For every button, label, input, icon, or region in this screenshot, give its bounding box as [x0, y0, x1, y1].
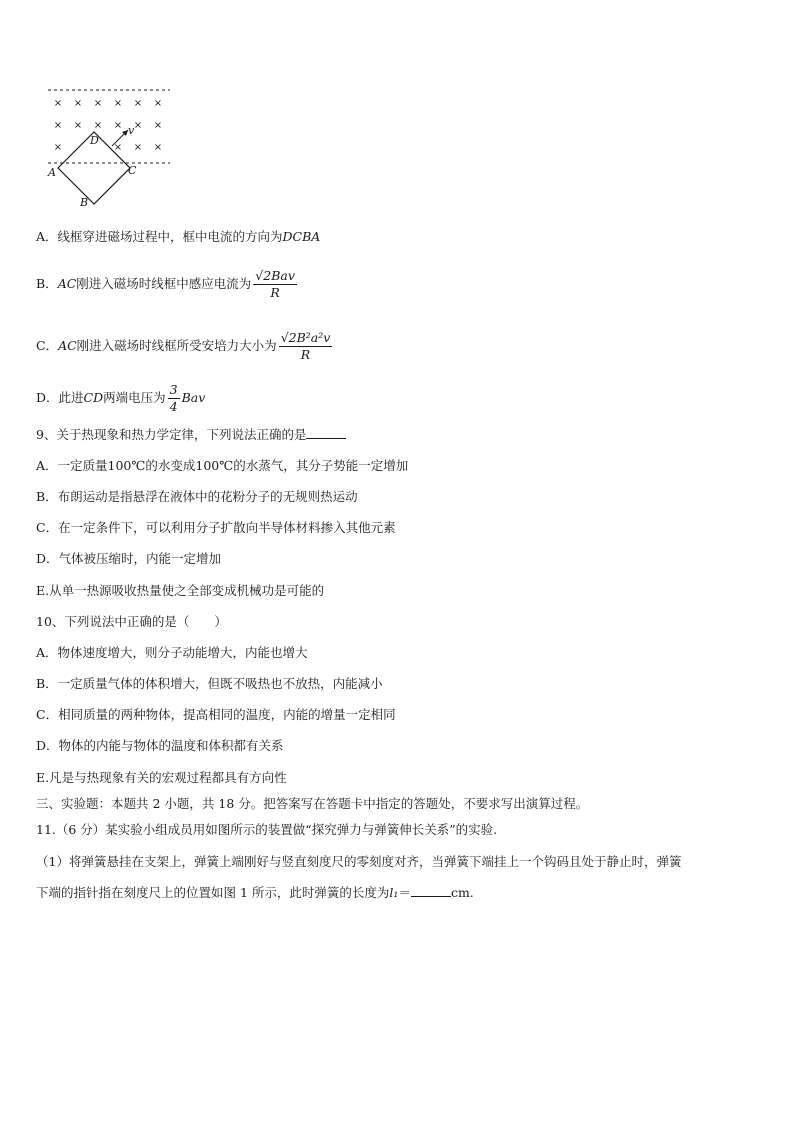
- q8-option-c-den: R: [300, 347, 311, 362]
- q11-part1-line2: [36, 884, 474, 902]
- q9-option: A．一定质量100℃的水变成100℃的水蒸气，其分子势能一定增加: [36, 458, 409, 473]
- q8-option-d-prefix: D．此进: [36, 390, 84, 405]
- field-cross: ×: [53, 98, 63, 109]
- label-C: C: [128, 164, 137, 177]
- label-A: A: [48, 166, 56, 179]
- q11-answer-blank[interactable]: [411, 896, 451, 897]
- q8-option-d-text: 两端电压为: [103, 390, 166, 405]
- label-D: D: [90, 134, 99, 147]
- field-cross: ×: [113, 142, 123, 153]
- magnetic-field-figure: [44, 84, 174, 212]
- q9-option: E.从单一热源吸收热量使之全部变成机械功是可能的: [36, 583, 325, 598]
- q8-option-a: [36, 228, 320, 246]
- field-cross: ×: [93, 120, 103, 131]
- q8-option-d-fraction: [168, 382, 180, 415]
- q11-variable: l₁: [389, 885, 399, 900]
- q8-option-d: [36, 382, 205, 415]
- q10-option: A．物体速度增大，则分子动能增大，内能也增大: [36, 645, 308, 660]
- q8-option-c-text: 刚进入磁场时线框所受安培力大小为: [76, 338, 277, 353]
- q8-option-d-seg: CD: [83, 390, 104, 405]
- q10-option: C．相同质量的两种物体，提高相同的温度，内能的增量一定相同: [36, 707, 396, 722]
- q9-option: D．气体被压缩时，内能一定增加: [36, 551, 222, 566]
- label-v: v: [128, 124, 135, 137]
- q10-option: D．物体的内能与物体的温度和体积都有关系: [36, 738, 284, 753]
- field-cross: ×: [93, 98, 103, 109]
- field-cross: ×: [153, 98, 163, 109]
- q8-option-b-num: √2Bav: [255, 268, 295, 283]
- q8-option-b-seg: AC: [57, 276, 77, 291]
- q8-option-b: [36, 268, 299, 301]
- q10-option: E.凡是与热现象有关的宏观过程都具有方向性: [36, 770, 287, 785]
- field-cross: ×: [113, 120, 123, 131]
- q8-option-c-seg: AC: [58, 338, 77, 353]
- q8-option-b-prefix: B．: [36, 276, 58, 291]
- field-cross: ×: [133, 120, 143, 131]
- q11-unit: cm.: [450, 885, 474, 900]
- field-cross: ×: [53, 142, 63, 153]
- q8-option-d-num: 3: [169, 382, 178, 397]
- q11-part1-text: 下端的指针指在刻度尺上的位置如图 1 所示，此时弹簧的长度为: [36, 885, 390, 900]
- field-cross: ×: [153, 120, 163, 131]
- q8-option-a-text: A．线框穿进磁场过程中，框中电流的方向为: [36, 229, 283, 244]
- q8-option-c-num: √2B²a²v: [280, 330, 331, 345]
- q8-option-c-fraction: [279, 330, 333, 363]
- label-B: B: [80, 196, 89, 209]
- q8-option-b-fraction: [253, 268, 297, 301]
- field-crosses: [54, 98, 162, 153]
- field-cross: ×: [153, 142, 163, 153]
- q9-answer-blank[interactable]: [306, 438, 346, 439]
- field-cross: ×: [53, 120, 63, 131]
- q8-option-b-text: 刚进入磁场时线框中感应电流为: [76, 276, 252, 291]
- field-cross: ×: [73, 98, 83, 109]
- q8-option-c: [36, 330, 334, 363]
- q8-option-b-den: R: [270, 285, 280, 300]
- q11-part1-line1: （1）将弹簧悬挂在支架上，弹簧上端刚好与竖直刻度尺的零刻度对齐，当弹簧下端挂上一个钩码且处于静止时，弹簧: [36, 854, 682, 869]
- q8-option-d-den: 4: [169, 399, 178, 414]
- q9-stem-text: 9、关于热现象和热力学定律，下列说法正确的是: [36, 427, 307, 442]
- section-heading: 三、实验题：本题共 2 小题，共 18 分。把答案写在答题卡中指定的答题处，不要求写出演算过程。: [36, 796, 589, 811]
- q8-option-d-tail: Bav: [181, 390, 206, 405]
- q10-option: B．一定质量气体的体积增大，但既不吸热也不放热，内能减小: [36, 676, 383, 691]
- q9-option: B．布朗运动是指悬浮在液体中的花粉分子的无规则热运动: [36, 489, 358, 504]
- q11-stem: 11.（6 分）某实验小组成员用如图所示的装置做“探究弹力与弹簧伸长关系”的实验.: [36, 822, 498, 837]
- q10-stem: 10、下列说法中正确的是（ ）: [36, 614, 227, 629]
- q9-stem: [36, 426, 346, 444]
- field-cross: ×: [133, 98, 143, 109]
- q9-option: C．在一定条件下，可以利用分子扩散向半导体材料掺入其他元素: [36, 520, 396, 535]
- q8-option-c-prefix: C．: [36, 338, 59, 353]
- q8-option-a-math: DCBA: [282, 229, 321, 244]
- q11-equals: ＝: [398, 885, 411, 900]
- field-cross: ×: [133, 142, 143, 153]
- field-cross: ×: [113, 98, 123, 109]
- field-cross: ×: [73, 120, 83, 131]
